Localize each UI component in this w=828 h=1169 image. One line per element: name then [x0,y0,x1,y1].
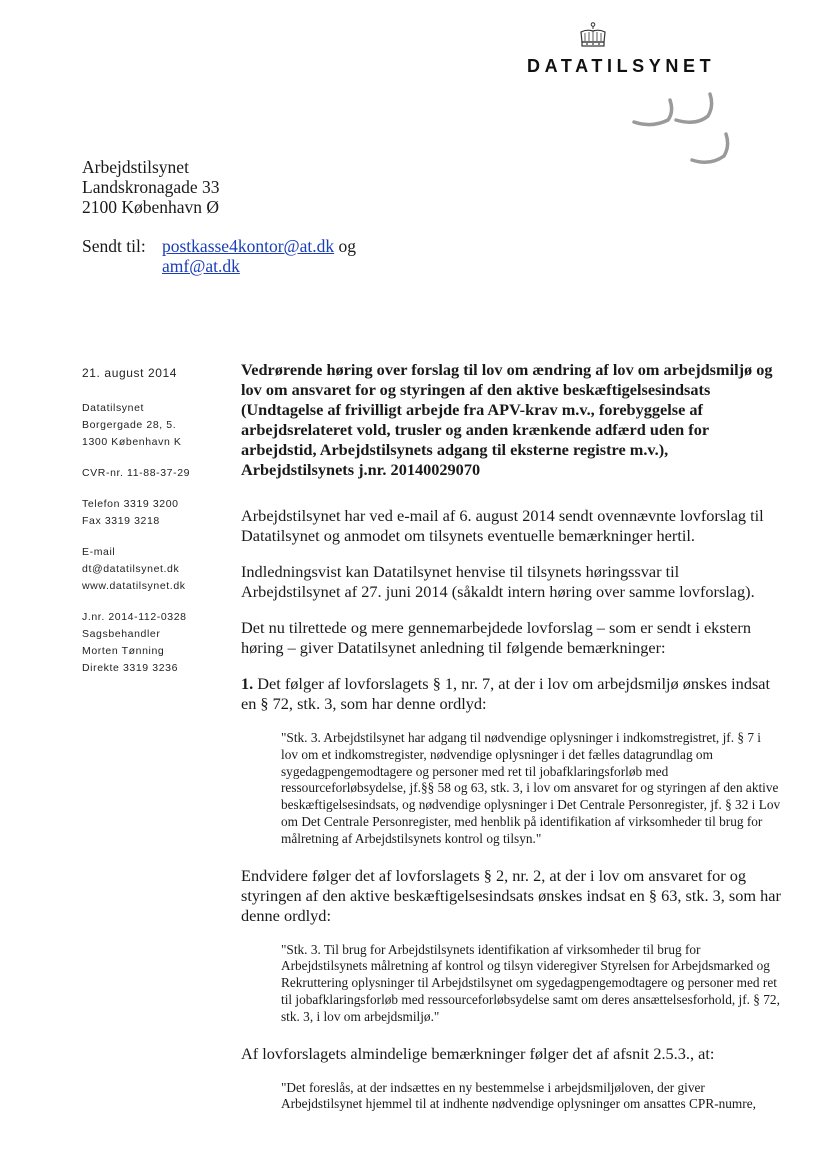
email-link-amf[interactable]: amf@at.dk [162,256,240,276]
paragraph: Arbejdstilsynet har ved e-mail af 6. august 2014 sendt ovennævnte lovforslag til Datatilsynet og anmodet om tilsynets eventuelle bemærkninger hertil. [241,506,764,545]
org-line: 1300 København K [82,436,182,448]
paragraph: Det nu tilrettede og mere gennemarbejdede lovforslag – som er sendt i ekstern høring – giver Datatilsynet anledning til følgende bemærkninger: [241,618,751,657]
org-line: Datatilsynet [82,402,145,414]
crown-icon [578,22,608,50]
sent-to-label: Sendt til: [82,236,146,256]
phone-line: Telefon 3319 3200 [82,498,179,510]
contact-block [82,544,232,595]
email-connector: og [334,236,357,256]
paragraph: Indledningsvist kan Datatilsynet henvise til tilsynets høringssvar til Arbejdstilsynet af 27. juni 2014 (såkaldt intern høring over samme lovforslag). [241,562,755,601]
org-line: Borgergade 28, 5. [82,419,177,431]
fax-line: Fax 3319 3218 [82,515,160,527]
paragraph-text: Det følger af lovforslagets § 1, nr. 7, at der i lov om arbejdsmiljø ønskes indsat en § 72, stk. 3, som har denne ordlyd: [241,674,771,713]
signature-stamp [630,92,735,167]
address-line: 2100 København Ø [82,197,220,217]
brand-logo-text: DATATILSYNET [527,56,716,76]
letter-body [241,360,781,1131]
phone-block [82,496,232,530]
cvr-block [82,465,232,482]
email-link-postkasse[interactable]: postkasse4kontor@at.dk [162,236,335,256]
case-handler-label: Sagsbehandler [82,628,161,640]
block-quote: "Stk. 3. Til brug for Arbejdstilsynets identifikation af virksomheder til brug for Arbejdstilsynets målretning af kontrol og tilsyn videregiver Styrelsen for Arbejdsmarked og Rekruttering oplysninger til Arbejdstilsynet om sygedagpengemodtagere og personer med ret til jobafklaringsforløb med ressourceforløbsydelse samt om deres ansættelsesforhold, jf. § 72, stk. 3, i lov om arbejdsmiljø." [281,941,780,1024]
paragraph-numbered [241,674,781,714]
direct-phone: Direkte 3319 3236 [82,662,179,674]
address-line: Arbejdstilsynet [82,157,189,177]
paragraph: Af lovforslagets almindelige bemærkninger følger det af afsnit 2.5.3., at: [241,1043,715,1063]
recipient-address [82,157,220,217]
item-number: 1. [241,674,254,693]
block-quote: "Det foreslås, at der indsættes en ny bestemmelse i arbejdsmiljøloven, der giver Arbejdstilsynet hjemmel til at indhente nødvendige oplysninger om ansattes CPR-numre, [281,1079,756,1112]
email-label: E-mail [82,546,116,558]
sender-sidebar [82,365,232,691]
cvr-number: CVR-nr. 11-88-37-29 [82,467,191,479]
case-number: J.nr. 2014-112-0328 [82,611,187,623]
letter-subject: Vedrørende høring over forslag til lov om ændring af lov om arbejdsmiljø og lov om ansvaret for og styringen af den aktive beskæftigelsesindsats (Undtagelse af frivilligt arbejde fra APV-krav m.v., forebyggelse af arbejdsrelateret vold, trusler og anden krænkende adfærd uden for arbejdstid, Arbejdstilsynets adgang til eksterne registre m.v.), Arbejdstilsynets j.nr. 20140029070 [241,360,773,479]
block-quote: "Stk. 3. Arbejdstilsynet har adgang til nødvendige oplysninger i indkomstregistret, jf. § 7 i lov om et indkomstregister, nødvendige oplysninger i det fælles datagrundlag om sygedagpengemodtagere og personer med ret til jobafklaringsforløb med ressourceforløbsydelse, jf.§§ 58 og 63, stk. 3, i lov om ansvaret for og styringen af den aktive beskæftigelsesindsats, og nødvendige oplysninger i Det Centrale Personregister, jf. § 32 i Lov om Det Centrale Personregister, med henblik på identifikation af virksomheder til brug for målretning af Arbejdstilsynets kontrol og tilsyn." [281,730,781,846]
paragraph: Endvidere følger det af lovforslagets § 2, nr. 2, at der i lov om ansvaret for og styringen af den aktive beskæftigelsesindsats ønskes indsat en § 63, stk. 3, som har denne ordlyd: [241,865,781,925]
sender-org [82,400,232,451]
email-address: dt@datatilsynet.dk [82,563,180,575]
case-block [82,609,232,677]
address-line: Landskronagade 33 [82,177,220,197]
case-handler-name: Morten Tønning [82,645,165,657]
website: www.datatilsynet.dk [82,580,186,592]
letter-date: 21. august 2014 [82,366,178,380]
